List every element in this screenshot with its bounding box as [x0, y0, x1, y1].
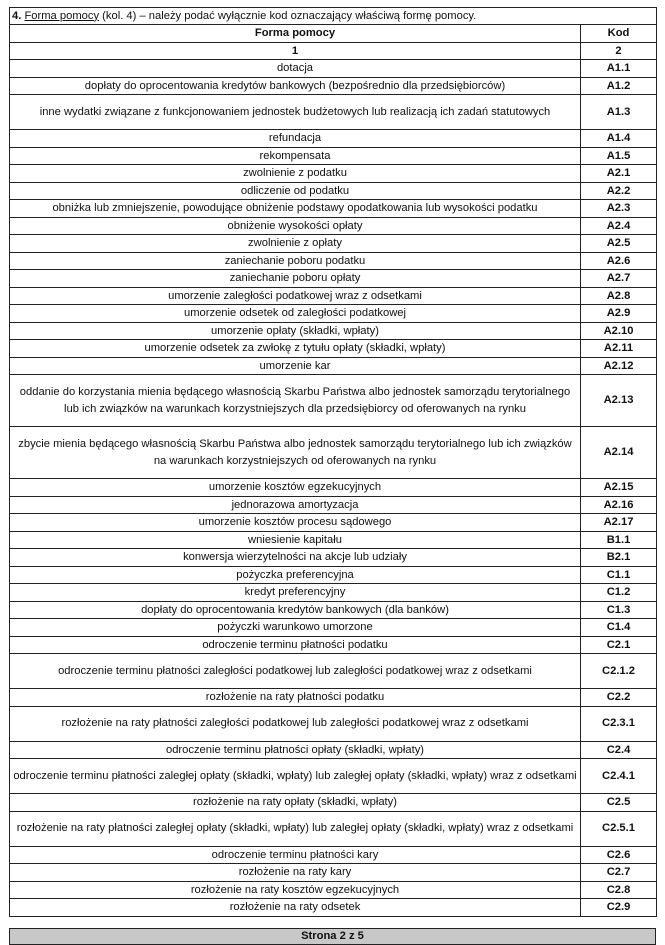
- table-row: [10, 584, 657, 602]
- column-number-1: 1: [10, 42, 581, 60]
- aid-form-description: dotacja: [10, 60, 581, 78]
- table-header-row: [10, 25, 657, 43]
- table-row: [10, 531, 657, 549]
- section-instruction: (kol. 4) – należy podać wyłącznie kod oznaczający właściwą formę pomocy.: [99, 9, 477, 22]
- section-intro: [10, 8, 657, 25]
- table-row: [10, 619, 657, 637]
- column-numbers-row: [10, 42, 657, 60]
- aid-forms-table: [9, 7, 657, 917]
- aid-form-description: zaniechanie poboru podatku: [10, 252, 581, 270]
- table-row: [10, 794, 657, 812]
- aid-form-description: rozłożenie na raty kosztów egzekucyjnych: [10, 881, 581, 899]
- table-row: [10, 357, 657, 375]
- aid-form-description: odliczenie od podatku: [10, 182, 581, 200]
- aid-form-description: oddanie do korzystania mienia będącego własnością Skarbu Państwa albo jednostek samorządu terytorialnego lub ich związków na warunkach korzystniejszych dla przedsiębiorcy od oferowanych na rynku: [10, 375, 581, 427]
- aid-form-code: A2.5: [581, 235, 657, 253]
- aid-form-description: obniżenie wysokości opłaty: [10, 217, 581, 235]
- aid-form-code: A2.11: [581, 340, 657, 358]
- aid-form-description: rozłożenie na raty płatności zaległości podatkowej lub zaległości podatkowej wraz z odsetkami: [10, 706, 581, 741]
- aid-form-description: refundacja: [10, 130, 581, 148]
- section-number: 4.: [12, 9, 22, 22]
- table-row: [10, 60, 657, 78]
- aid-form-description: inne wydatki związane z funkcjonowaniem jednostek budżetowych lub realizacją ich zadań statutowych: [10, 95, 581, 130]
- aid-form-description: umorzenie kar: [10, 357, 581, 375]
- table-row: [10, 305, 657, 323]
- header-kod: Kod: [581, 25, 657, 43]
- aid-form-code: A2.13: [581, 375, 657, 427]
- aid-form-description: zwolnienie z podatku: [10, 165, 581, 183]
- aid-form-description: jednorazowa amortyzacja: [10, 496, 581, 514]
- aid-form-code: C1.4: [581, 619, 657, 637]
- table-row: [10, 130, 657, 148]
- aid-form-code: C2.4: [581, 741, 657, 759]
- aid-form-description: umorzenie opłaty (składki, wpłaty): [10, 322, 581, 340]
- table-row: [10, 165, 657, 183]
- aid-form-description: odroczenie terminu płatności zaległej opłaty (składki, wpłaty) lub zaległej opłaty (składki, wpłaty) wraz z odsetkami: [10, 759, 581, 794]
- page-footer: Strona 2 z 5: [9, 928, 656, 945]
- aid-form-description: pożyczki warunkowo umorzone: [10, 619, 581, 637]
- aid-form-description: pożyczka preferencyjna: [10, 566, 581, 584]
- aid-form-code: A1.2: [581, 77, 657, 95]
- table-row: [10, 811, 657, 846]
- aid-form-code: C2.5.1: [581, 811, 657, 846]
- aid-form-code: A1.1: [581, 60, 657, 78]
- table-row: [10, 287, 657, 305]
- aid-form-description: zwolnienie z opłaty: [10, 235, 581, 253]
- aid-form-code: C2.9: [581, 899, 657, 917]
- aid-form-description: odroczenie terminu płatności zaległości podatkowej lub zaległości podatkowej wraz z odsetkami: [10, 654, 581, 689]
- table-row: [10, 270, 657, 288]
- aid-form-description: odroczenie terminu płatności podatku: [10, 636, 581, 654]
- aid-form-description: rekompensata: [10, 147, 581, 165]
- aid-form-code: A2.7: [581, 270, 657, 288]
- aid-form-code: C2.3.1: [581, 706, 657, 741]
- section-intro-row: [10, 8, 657, 25]
- aid-form-description: odroczenie terminu płatności opłaty (składki, wpłaty): [10, 741, 581, 759]
- aid-form-code: C2.1.2: [581, 654, 657, 689]
- aid-form-description: umorzenie kosztów egzekucyjnych: [10, 479, 581, 497]
- aid-form-code: C1.3: [581, 601, 657, 619]
- aid-form-description: umorzenie odsetek za zwłokę z tytułu opłaty (składki, wpłaty): [10, 340, 581, 358]
- aid-form-description: rozłożenie na raty odsetek: [10, 899, 581, 917]
- aid-form-code: C2.2: [581, 689, 657, 707]
- aid-form-code: A2.8: [581, 287, 657, 305]
- table-row: [10, 601, 657, 619]
- aid-form-code: A2.4: [581, 217, 657, 235]
- table-row: [10, 514, 657, 532]
- aid-form-description: zaniechanie poboru opłaty: [10, 270, 581, 288]
- table-row: [10, 147, 657, 165]
- aid-form-code: A2.10: [581, 322, 657, 340]
- aid-form-code: C2.4.1: [581, 759, 657, 794]
- table-row: [10, 496, 657, 514]
- table-row: [10, 654, 657, 689]
- table-row: [10, 689, 657, 707]
- aid-form-description: rozłożenie na raty opłaty (składki, wpłaty): [10, 794, 581, 812]
- table-row: [10, 77, 657, 95]
- aid-form-description: umorzenie zaległości podatkowej wraz z odsetkami: [10, 287, 581, 305]
- table-row: [10, 864, 657, 882]
- table-row: [10, 846, 657, 864]
- aid-form-description: rozłożenie na raty płatności podatku: [10, 689, 581, 707]
- aid-form-description: umorzenie kosztów procesu sądowego: [10, 514, 581, 532]
- table-row: [10, 479, 657, 497]
- aid-form-description: odroczenie terminu płatności kary: [10, 846, 581, 864]
- document-page: [9, 7, 656, 917]
- aid-form-code: A1.3: [581, 95, 657, 130]
- table-row: [10, 427, 657, 479]
- aid-form-code: A2.2: [581, 182, 657, 200]
- table-row: [10, 759, 657, 794]
- table-row: [10, 217, 657, 235]
- table-row: [10, 182, 657, 200]
- aid-form-code: A2.12: [581, 357, 657, 375]
- table-row: [10, 375, 657, 427]
- table-row: [10, 322, 657, 340]
- table-row: [10, 636, 657, 654]
- aid-form-code: C2.1: [581, 636, 657, 654]
- aid-form-code: A2.6: [581, 252, 657, 270]
- header-forma-pomocy: Forma pomocy: [10, 25, 581, 43]
- aid-form-description: wniesienie kapitału: [10, 531, 581, 549]
- table-row: [10, 235, 657, 253]
- aid-form-code: C2.8: [581, 881, 657, 899]
- aid-form-description: rozłożenie na raty płatności zaległej opłaty (składki, wpłaty) lub zaległej opłaty (składki, wpłaty) wraz z odsetkami: [10, 811, 581, 846]
- aid-form-code: B2.1: [581, 549, 657, 567]
- aid-form-code: A2.1: [581, 165, 657, 183]
- aid-form-code: A2.16: [581, 496, 657, 514]
- aid-form-code: A2.17: [581, 514, 657, 532]
- aid-form-code: A1.5: [581, 147, 657, 165]
- aid-form-description: umorzenie odsetek od zaległości podatkowej: [10, 305, 581, 323]
- aid-form-description: rozłożenie na raty kary: [10, 864, 581, 882]
- aid-form-description: dopłaty do oprocentowania kredytów bankowych (dla banków): [10, 601, 581, 619]
- aid-form-code: A2.9: [581, 305, 657, 323]
- aid-form-code: C1.1: [581, 566, 657, 584]
- aid-form-code: C1.2: [581, 584, 657, 602]
- table-row: [10, 252, 657, 270]
- aid-form-code: A2.3: [581, 200, 657, 218]
- aid-form-description: dopłaty do oprocentowania kredytów bankowych (bezpośrednio dla przedsiębiorców): [10, 77, 581, 95]
- aid-form-description: zbycie mienia będącego własnością Skarbu Państwa albo jednostek samorządu terytorialnego lub ich związków na warunkach korzystniejszych od oferowanych na rynku: [10, 427, 581, 479]
- aid-form-code: C2.7: [581, 864, 657, 882]
- table-row: [10, 95, 657, 130]
- table-row: [10, 881, 657, 899]
- aid-form-code: A1.4: [581, 130, 657, 148]
- table-row: [10, 200, 657, 218]
- column-number-2: 2: [581, 42, 657, 60]
- table-row: [10, 549, 657, 567]
- table-row: [10, 706, 657, 741]
- aid-form-code: A2.15: [581, 479, 657, 497]
- aid-form-description: konwersja wierzytelności na akcje lub udziały: [10, 549, 581, 567]
- aid-form-description: kredyt preferencyjny: [10, 584, 581, 602]
- table-row: [10, 566, 657, 584]
- aid-form-description: obniżka lub zmniejszenie, powodujące obniżenie podstawy opodatkowania lub wysokości podatku: [10, 200, 581, 218]
- aid-form-code: A2.14: [581, 427, 657, 479]
- aid-form-code: C2.5: [581, 794, 657, 812]
- section-title: Forma pomocy: [24, 9, 100, 22]
- aid-form-code: B1.1: [581, 531, 657, 549]
- table-row: [10, 741, 657, 759]
- table-row: [10, 899, 657, 917]
- table-row: [10, 340, 657, 358]
- aid-form-code: C2.6: [581, 846, 657, 864]
